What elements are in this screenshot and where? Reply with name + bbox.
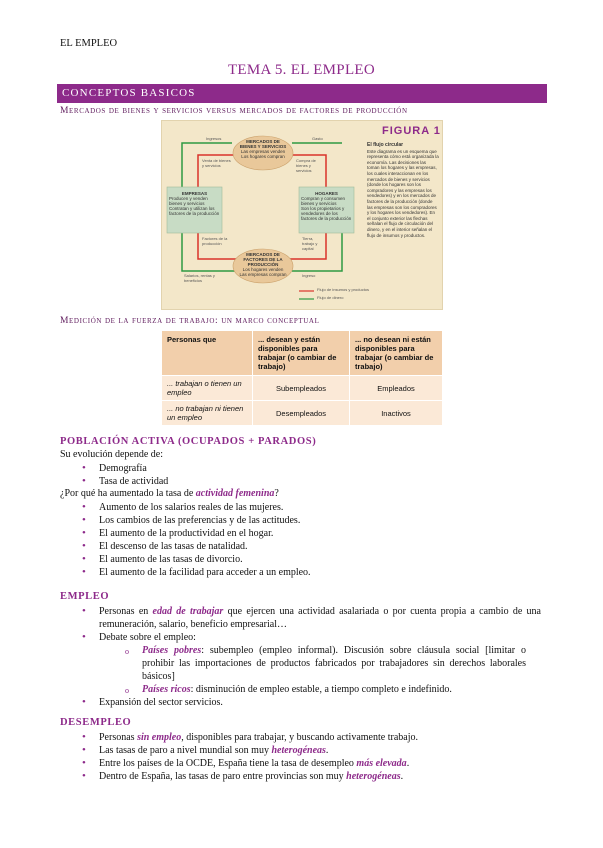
factor-market-item: Las empresas compran xyxy=(239,272,287,277)
factor-market-item: Los hogares venden xyxy=(242,267,284,272)
circular-flow-figure xyxy=(161,120,443,310)
list-item: • El aumento de la facilidad para acceder a un empleo. xyxy=(78,566,538,579)
table-cell: Inactivos xyxy=(350,401,443,426)
item-text: . xyxy=(325,745,329,756)
highlight-term: Países pobres xyxy=(142,645,202,656)
households-node xyxy=(301,191,352,221)
list-item xyxy=(78,731,538,744)
debate-sublist xyxy=(121,644,526,696)
flow-label-salarios: Salarios, rentas y beneficios xyxy=(184,273,215,283)
item-text: Debate sobre el empleo: xyxy=(99,632,196,643)
highlight-term: heterogéneas xyxy=(271,745,326,756)
subheading-medicion: Medición de la fuerza de trabajo: un marco conceptual xyxy=(60,316,320,326)
highlight-term: sin empleo xyxy=(137,732,182,743)
flow-label-factores: Factores de la producción xyxy=(202,236,228,246)
item-text: . xyxy=(406,758,410,769)
households-item: Compran y consumen bienes y servicios xyxy=(301,196,346,206)
highlight-term: actividad femenina xyxy=(195,488,275,499)
goods-market-title: MERCADOS DE BIENES Y SERVICIOS xyxy=(239,139,287,149)
firms-item: Contratan y utilizan los factores de la producción xyxy=(169,206,220,216)
desempleo-list xyxy=(78,731,538,783)
list-item: • Tasa de actividad xyxy=(78,475,538,488)
highlight-term: heterogéneas xyxy=(346,771,401,782)
item-text: : subempleo (empleo informal). Discusión sobre cláusula social [limitar o prohibir las importaciones de productos fabricados por trabajadores sin derechos laborales básicos] xyxy=(142,645,526,682)
legend-goods-flow: Flujo de insumos y productos xyxy=(317,287,370,292)
list-item xyxy=(78,757,538,770)
flow-label-gasto: Gasto xyxy=(312,136,323,141)
list-item xyxy=(78,631,541,696)
households-item: Son los propietarios y vendedores de los factores de la producción xyxy=(301,206,352,221)
firms-title: EMPRESAS xyxy=(181,191,208,196)
flow-label-compra: Compra de bienes y servicios xyxy=(296,158,316,173)
table-row xyxy=(162,376,443,401)
highlight-term: más elevada xyxy=(356,758,407,769)
table-row-header: ... no trabajan ni tienen un empleo xyxy=(162,401,253,426)
households-title: HOGARES xyxy=(315,191,338,196)
factor-market-title: MERCADOS DE FACTORES DE LA PRODUCCIÓN xyxy=(243,252,283,267)
item-text: Personas en xyxy=(99,606,153,617)
item-text: que ejercen una actividad asalariada o por cuenta propia a cambio de una remuneración, salario, beneficio empresarial… xyxy=(99,606,541,630)
question-text: ¿Por qué ha aumentado la tasa de xyxy=(60,488,196,499)
heading-poblacion-activa: POBLACIÓN ACTIVA (OCUPADOS + PARADOS) xyxy=(60,436,317,447)
factor-market-node xyxy=(238,252,288,277)
table-header: Personas que xyxy=(162,331,253,376)
list-item xyxy=(78,770,538,783)
reasons-list xyxy=(78,501,538,579)
page-header: EL EMPLEO xyxy=(60,38,118,49)
sublist-item xyxy=(121,644,526,683)
table-cell: Desempleados xyxy=(253,401,350,426)
table-header: ... desean y están disponibles para trabajar (o cambiar de trabajo) xyxy=(253,331,350,376)
flow-label-tierra: Tierra, trabajo y capital xyxy=(302,236,318,251)
highlight-term: Países ricos xyxy=(142,684,191,695)
question-end: ? xyxy=(274,488,279,499)
figure-label: FIGURA 1 xyxy=(382,125,441,137)
question-line xyxy=(60,488,279,499)
labor-force-table xyxy=(161,330,443,426)
item-text: Dentro de España, las tasas de paro entre provincias son muy xyxy=(99,771,347,782)
item-text: Personas xyxy=(99,732,138,743)
item-text: . xyxy=(400,771,404,782)
poblacion-intro: Su evolución depende de: xyxy=(60,449,164,460)
figure-caption-text: Este diagrama es un esquema que representa cómo está organizada la economía. Las decisiones las toman los hogares y las empresas, los cuales interaccionan en los mercados de bienes y servicios (donde los hogares son los compradores y las empresas los vendedores) y en los mercados de factores de la producción (donde las empresas son los compradores y los hogares los vendedores). En el conjunto exterior las flechas señalan el flujo de circulación del dinero, y en el interior señalan el flujo de insumos y productos. xyxy=(367,148,439,238)
list-item: • El aumento de la productividad en el hogar. xyxy=(78,527,538,540)
page-title: TEMA 5. EL EMPLEO xyxy=(227,62,376,78)
list-item: • Demografía xyxy=(78,462,538,475)
highlight-term: edad de trabajar xyxy=(152,606,224,617)
table-header-row xyxy=(162,331,443,376)
empleo-list xyxy=(78,605,541,709)
table-header: ... no desean ni están disponibles para trabajar (o cambiar de trabajo) xyxy=(350,331,443,376)
flow-label-ingresos: Ingresos xyxy=(206,136,222,141)
heading-desempleo: DESEMPLEO xyxy=(60,717,132,728)
item-text: Entre los países de la OCDE, España tiene la tasa de desempleo xyxy=(99,758,357,769)
item-text: : disminución de empleo estable, a tiempo completo e indefinido. xyxy=(190,684,452,695)
table-cell: Subempleados xyxy=(253,376,350,401)
list-item: • El aumento de las tasas de divorcio. xyxy=(78,553,538,566)
subheading-mercados: Mercados de bienes y servicios versus mercados de factores de producción xyxy=(60,106,408,116)
sublist-item xyxy=(121,683,526,696)
table-row xyxy=(162,401,443,426)
goods-market-item: Las empresas venden xyxy=(240,149,286,154)
table-cell: Empleados xyxy=(350,376,443,401)
list-item: • Expansión del sector servicios. xyxy=(78,696,541,709)
section-bar: CONCEPTOS BASICOS xyxy=(57,84,547,103)
flow-label-venta: Venta de bienes y servicios xyxy=(202,158,231,168)
list-item xyxy=(78,605,541,631)
item-text: , disponibles para trabajar, y buscando activamente trabajo. xyxy=(181,732,418,743)
list-item: • El descenso de las tasas de natalidad. xyxy=(78,540,538,553)
item-text: Las tasas de paro a nivel mundial son muy xyxy=(99,745,272,756)
goods-market-node xyxy=(238,139,288,159)
table-row-header: ... trabajan o tienen un empleo xyxy=(162,376,253,401)
flow-label-ingreso: Ingreso xyxy=(302,273,316,278)
figure-caption-title: El flujo circular xyxy=(367,142,404,148)
firms-node xyxy=(169,191,220,216)
list-item: • Aumento de los salarios reales de las mujeres. xyxy=(78,501,538,514)
legend-money-flow: Flujo de dinero xyxy=(317,295,344,300)
factors-list xyxy=(78,462,538,488)
firms-item: Producen y venden bienes y servicios xyxy=(169,196,208,206)
list-item xyxy=(78,744,538,757)
list-item: • Los cambios de las preferencias y de las actitudes. xyxy=(78,514,538,527)
figure-caption xyxy=(367,143,439,238)
heading-empleo: EMPLEO xyxy=(60,591,110,602)
goods-market-item: Los hogares compran xyxy=(241,154,285,159)
